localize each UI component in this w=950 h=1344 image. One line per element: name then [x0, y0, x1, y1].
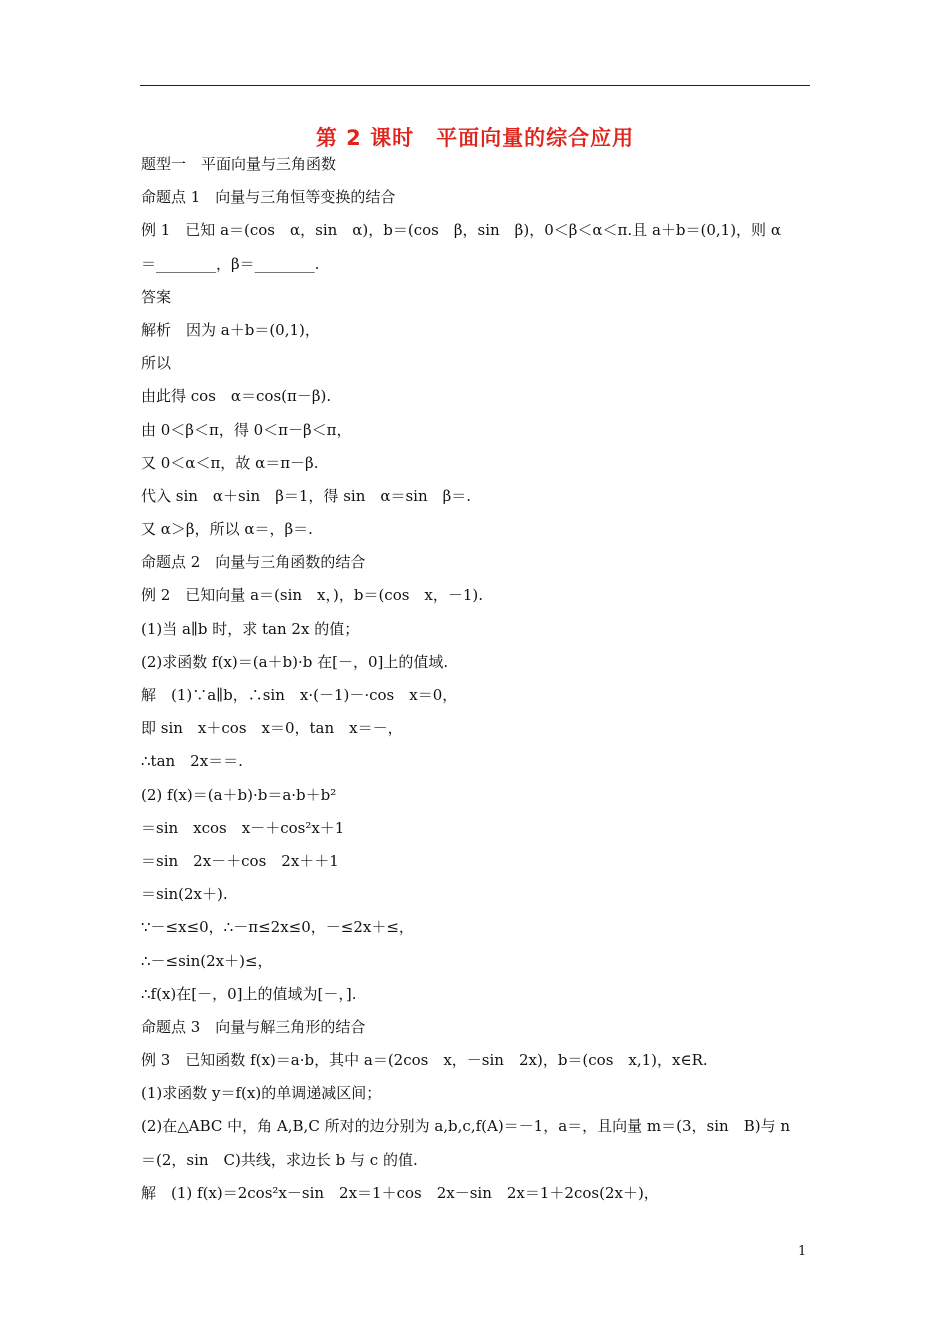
text-line: ＝sin(2x＋).	[141, 885, 228, 904]
text-line: ∵－≤x≤0，∴－π≤2x≤0，－≤2x＋≤，	[141, 918, 414, 937]
text-line: 又 α＞β，所以 α＝，β＝.	[141, 520, 313, 539]
text-line: ＝sin 2x－＋cos 2x＋＋1	[141, 851, 339, 870]
topic-heading: 命题点 1 向量与三角恒等变换的结合	[141, 188, 396, 207]
text-line: (1)当 a∥b 时，求 tan 2x 的值；	[141, 619, 360, 638]
header-rule	[140, 85, 810, 86]
text-line: ∴f(x)在[－，0]上的值域为[－，].	[141, 984, 357, 1003]
text-line: 由此得 cos α＝cos(π－β).	[141, 387, 332, 406]
text-line: (2) f(x)＝(a＋b)·b＝a·b＋b²	[141, 785, 337, 804]
document-body	[141, 148, 816, 1210]
topic-heading: 命题点 2 向量与三角函数的结合	[141, 553, 366, 572]
text-line: ＝sin xcos x－＋cos²x＋1	[141, 818, 345, 837]
analysis-line: 解析 因为 a＋b＝(0,1)，	[141, 320, 320, 339]
text-line: (1)求函数 y＝f(x)的单调递减区间；	[141, 1084, 382, 1103]
example-2-statement: 例 2 已知向量 a＝(sin x，)，b＝(cos x，－1).	[141, 586, 484, 605]
solution-line: 解 (1) f(x)＝2cos²x－sin 2x＝1＋cos 2x－sin 2x＝1＋2cos(2x＋)，	[141, 1183, 659, 1202]
text-line: ＝(2，sin C)共线，求边长 b 与 c 的值.	[141, 1150, 418, 1169]
section-heading: 题型一 平面向量与三角函数	[141, 155, 337, 173]
topic-heading: 命题点 3 向量与解三角形的结合	[141, 1017, 366, 1036]
text-line: (2)求函数 f(x)＝(a＋b)·b 在[－，0]上的值域.	[141, 652, 449, 671]
text-line: 所以	[141, 354, 172, 373]
text-line: 又 0＜α＜π，故 α＝π－β.	[141, 453, 319, 472]
answer-label: 答案	[141, 287, 172, 306]
text-line: (2)在△ABC 中，角 A,B,C 所对的边分别为 a,b,c,f(A)＝－1，a＝，且向量 m＝(3，sin B)与 n	[141, 1117, 791, 1136]
solution-line: 解 (1)∵a∥b，∴sin x·(－1)－·cos x＝0，	[141, 686, 458, 704]
text-line: ＝________，β＝________.	[141, 254, 320, 273]
text-line: ∴tan 2x＝＝.	[141, 752, 243, 771]
text-line: 即 sin x＋cos x＝0，tan x＝－，	[141, 719, 403, 738]
example-1-statement: 例 1 已知 a＝(cos α，sin α)，b＝(cos β，sin β)，0＜β＜α＜π.且 a＋b＝(0,1)，则 α	[141, 221, 781, 240]
text-line: ∴－≤sin(2x＋)≤，	[141, 951, 273, 970]
lesson-title: 第 2 课时 平面向量的综合应用	[315, 126, 635, 150]
text-line: 由 0＜β＜π，得 0＜π－β＜π，	[141, 420, 352, 439]
text-line: 代入 sin α＋sin β＝1，得 sin α＝sin β＝.	[141, 486, 472, 505]
example-3-statement: 例 3 已知函数 f(x)＝a·b，其中 a＝(2cos x，－sin 2x)，b＝(cos x,1)，x∈R.	[141, 1051, 708, 1070]
page-number: 1	[798, 1244, 807, 1259]
